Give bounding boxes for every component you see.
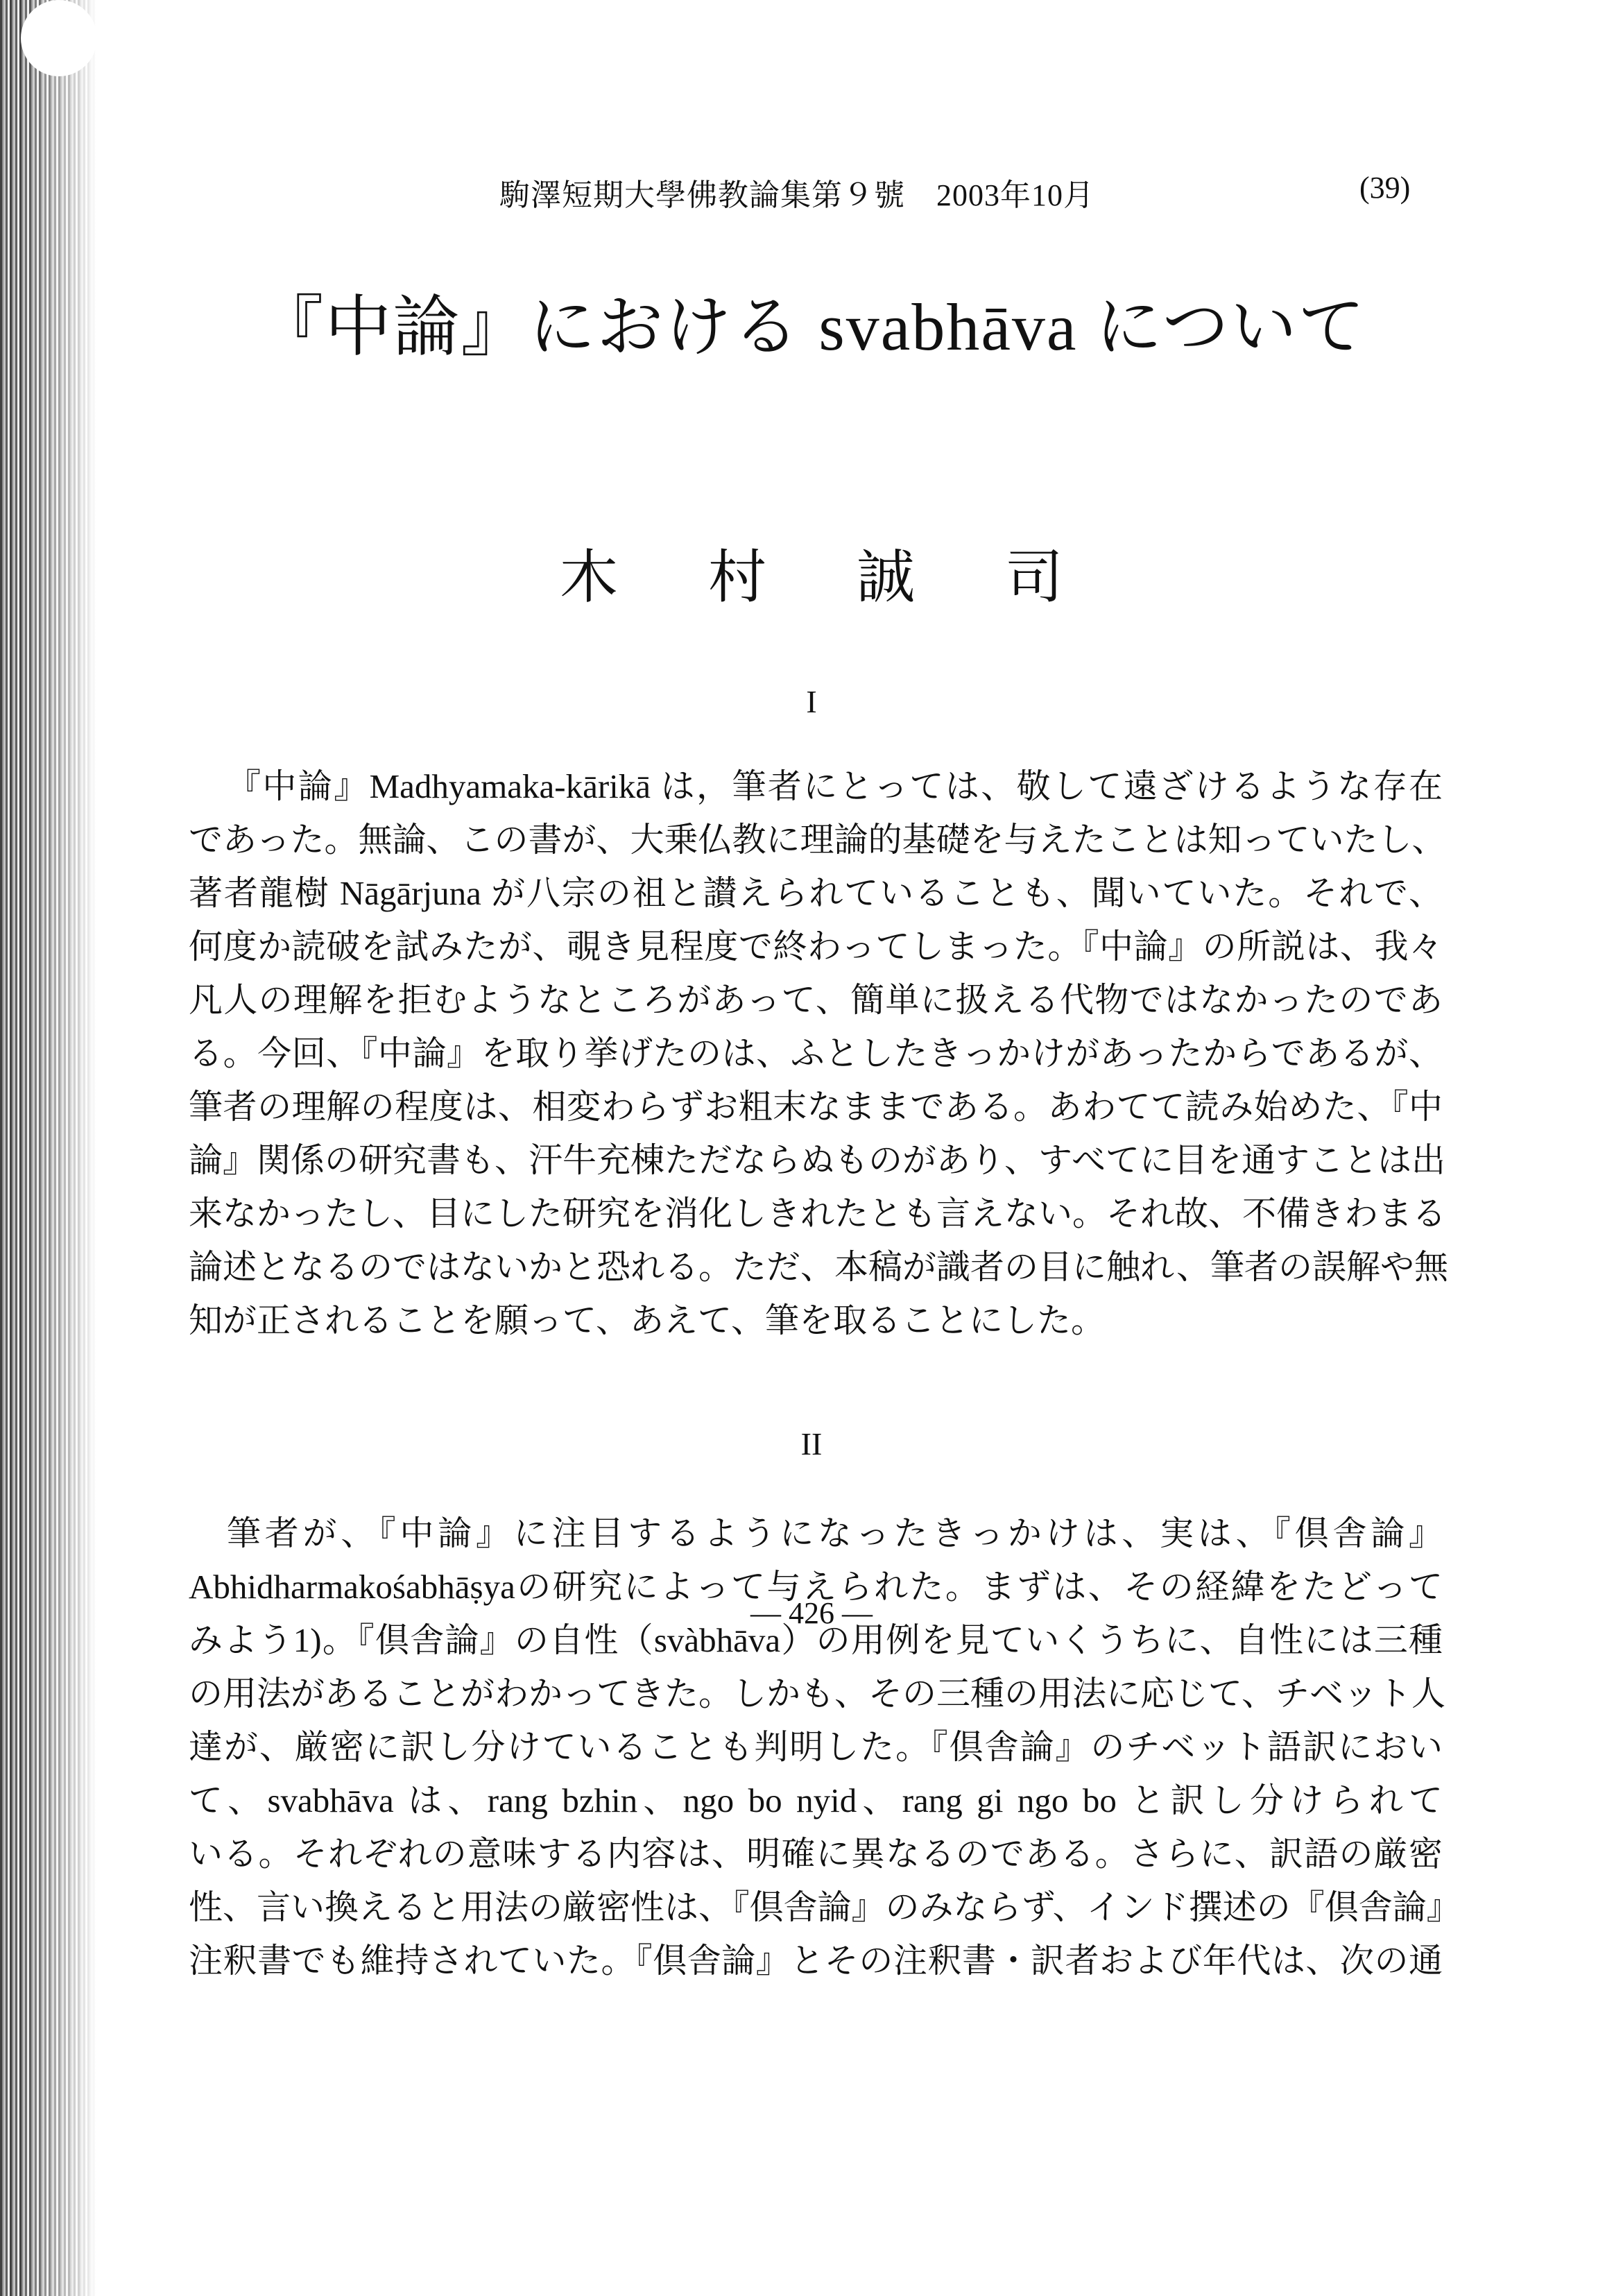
text-line: 何度か読破を試みたが、覗き見程度で終わってしまった。『中論』の所説は、我々: [189, 927, 1443, 966]
text-line: いる。それぞれの意味する内容は、明確に異なるのである。さらに、訳語の厳密: [189, 1835, 1443, 1873]
section-heading-1: I: [806, 684, 817, 719]
section-2-body: [189, 1507, 1461, 1987]
author-char: 村: [707, 546, 766, 610]
text-line: Abhidharmakośabhāṣyaの研究によって与えられた。まずは、その経緯をたどって: [189, 1568, 1443, 1606]
author-char: 木: [559, 546, 618, 610]
text-line: 筆者の理解の程度は、相変わらずお粗末なままである。あわてて読み始めた、『中: [189, 1088, 1443, 1126]
text-line: 性、言い換えると用法の厳密性は、『倶舎論』のみならず、インド撰述の『倶舎論』: [189, 1888, 1461, 1926]
author-name: [0, 531, 1623, 615]
text-line: 著者龍樹 Nāgārjuna が八宗の祖と讃えられていることも、聞いていた。それで、: [189, 874, 1443, 912]
text-line: 知が正されることを願って、あえて、筆を取ることにした。: [189, 1301, 1106, 1339]
text-line: の用法があることがわかってきた。しかも、その三種の用法に応じて、チベット人: [189, 1674, 1446, 1713]
text-line: みよう1)。『倶舎論』の自性（svàbhāva）の用例を見ていくうちに、自性には三種: [189, 1621, 1443, 1659]
text-line: 凡人の理解を拒むようなところがあって、簡単に扱える代物ではなかったのであ: [189, 981, 1443, 1019]
text-line: 筆者が、『中論』に注目するようになったきっかけは、実は、『倶舎論』: [227, 1514, 1443, 1552]
text-line: る。今回、『中論』を取り挙げたのは、ふとしたきっかけがあったからであるが、: [189, 1034, 1443, 1072]
journal-citation: 駒澤短期大學佛教論集第９號 2003年10月: [499, 178, 1094, 212]
section-1-body: [189, 760, 1448, 1347]
text-line: て、svabhāva は、rang bzhin、ngo bo nyid、rang gi ngo bo と訳し分けられて: [189, 1781, 1443, 1819]
text-line: 注釈書でも維持されていた。『倶舎論』とその注釈書・訳者および年代は、次の通: [189, 1942, 1443, 1980]
text-line: 『中論』Madhyamaka-kārikā は，筆者にとっては、敬して遠ざけるような存在: [227, 767, 1443, 805]
section-heading-2: II: [800, 1426, 823, 1462]
volume-page-number: (39): [1359, 171, 1411, 205]
binding-hole: [21, 0, 97, 76]
article-title: 『中論』における svabhāva について: [257, 290, 1366, 364]
text-line: 論』関係の研究書も、汗牛充棟ただならぬものがあり、すべてに目を通すことは出: [189, 1141, 1446, 1179]
author-char: 誠: [857, 546, 916, 610]
page-number: — 426 —: [750, 1596, 873, 1630]
text-line: であった。無論、この書が、大乗仏教に理論的基礎を与えたことは知っていたし、: [189, 821, 1446, 859]
author-char: 司: [1005, 546, 1064, 610]
text-line: 論述となるのではないかと恐れる。ただ、本稿が識者の目に触れ、筆者の誤解や無: [189, 1248, 1448, 1286]
text-line: 達が、厳密に訳し分けていることも判明した。『倶舎論』のチベット語訳におい: [189, 1728, 1443, 1766]
text-line: 来なかったし、目にした研究を消化しきれたとも言えない。それ故、不備きわまる: [189, 1194, 1447, 1233]
